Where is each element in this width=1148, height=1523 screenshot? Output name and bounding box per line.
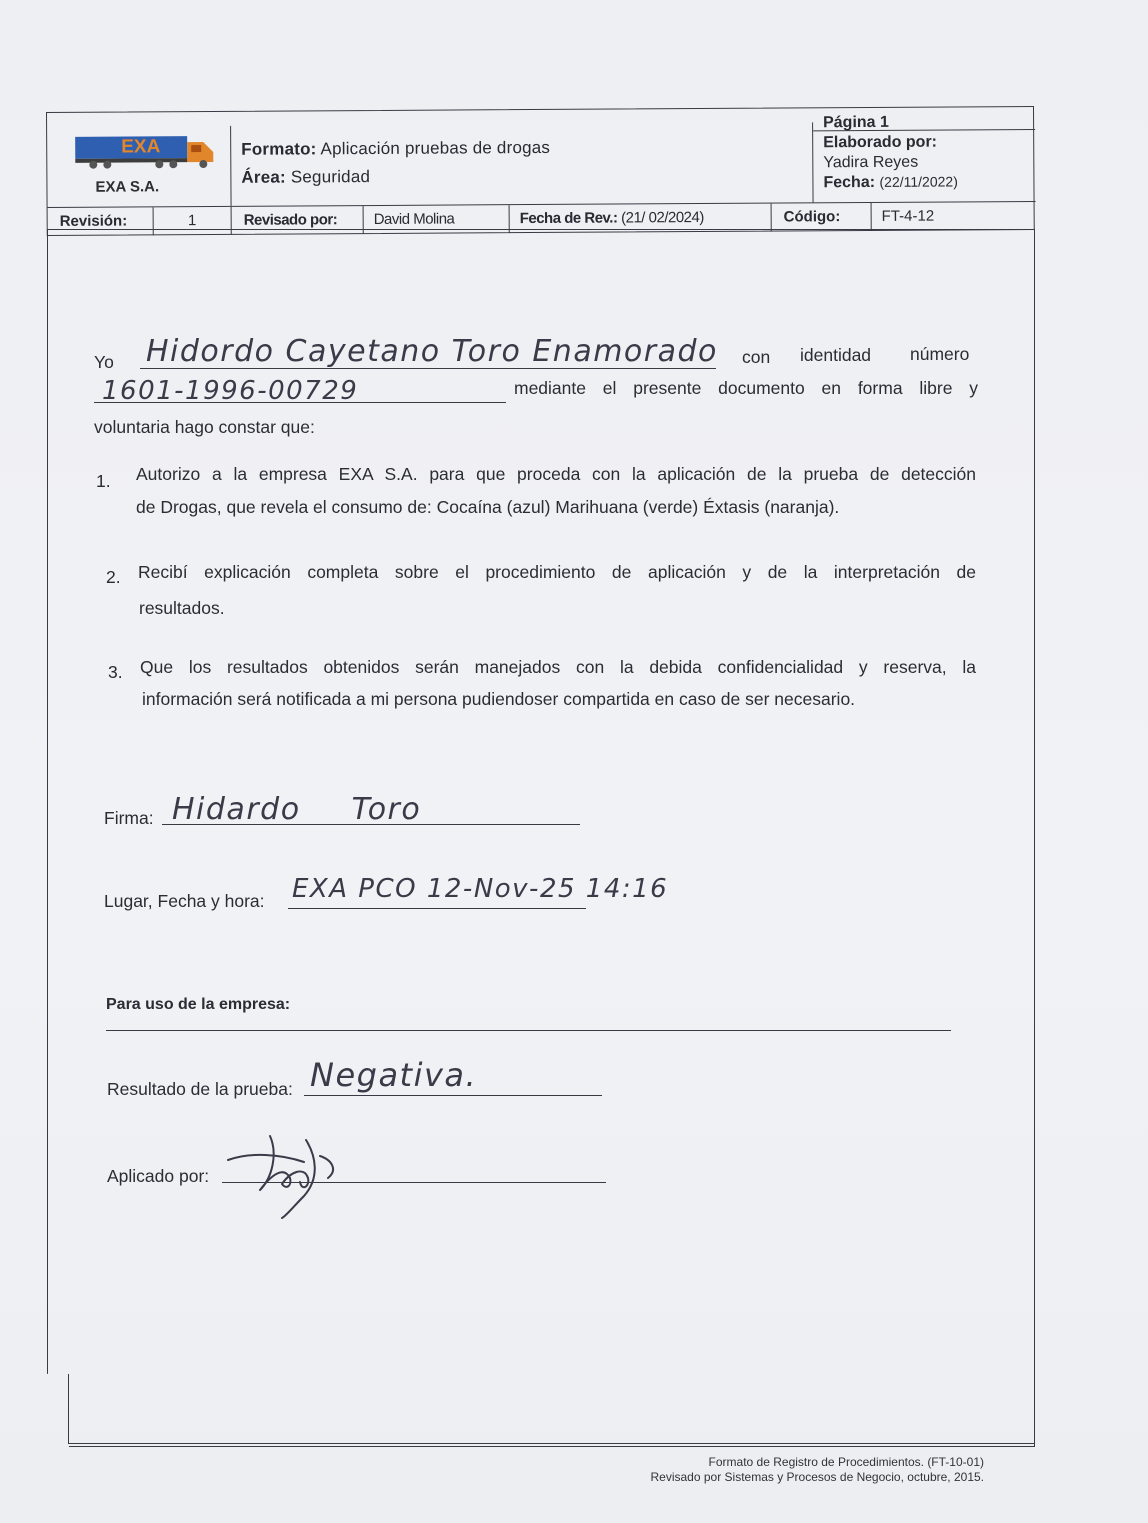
item-1-number: 1. [96,471,111,491]
frame-step [68,1374,69,1444]
item-3-line1: Que los resultados obtenidos serán manejados con la debida confidencialidad y reserva, la [140,657,976,677]
divider [813,129,1035,131]
item-2-number: 2. [106,567,121,587]
resultado-underline [304,1095,602,1096]
yo-label: Yo [94,352,114,372]
area-line [241,167,370,188]
item-2-line2: resultados. [139,598,225,618]
con-word: con [742,347,771,367]
id-handwritten: 1601-1996-00729 [102,376,359,406]
elaborado-label: Elaborado por: [823,133,938,152]
elaborado-value: Yadira Reyes [823,153,919,172]
footer-line1: Formato de Registro de Procedimientos. (FT-10-01) [708,1455,984,1469]
identidad-word: identidad [800,345,872,365]
revisado-label: Revisado por: [232,206,364,235]
codigo-value: FT-4-12 [881,207,935,225]
revision-label: Revisión: [48,207,154,236]
id-underline [94,402,506,403]
item-1-line2: de Drogas, que revela el consumo de: Cocaína (azul) Marihuana (verde) Éxtasis (naranja). [136,497,840,517]
area-value: Seguridad [290,167,371,187]
item-1-line1: Autorizo a la empresa EXA S.A. para que proceda con la aplicación de la prueba de detección [136,464,976,484]
header-table [46,106,1035,236]
company-name: EXA S.A. [95,178,160,196]
formato-label: Formato: [241,139,317,159]
revisado-value: David Molina [364,205,510,234]
fecha-label: Fecha: [823,173,876,192]
firma-handwritten: Hidardo Toro [172,792,422,827]
aplicado-label: Aplicado por: [107,1166,210,1186]
intro-line2: mediante el presente documento en forma libre y [514,378,978,398]
formato-line [241,138,550,160]
area-label: Área: [241,167,286,187]
firma-underline [162,824,580,825]
body-frame [47,229,1035,1447]
fecha-rev-label: Fecha de Rev.: [519,209,618,228]
lugar-label: Lugar, Fecha y hora: [104,891,265,911]
codigo-label: Código: [772,203,872,232]
firma-label: Firma: [104,808,154,828]
formato-value: Aplicación pruebas de drogas [320,137,551,159]
name-handwritten: Hidordo Cayetano Toro Enamorado [146,334,718,369]
item-3-line2: información será notificada a mi persona pudiendoser compartida en caso de ser necesario. [142,689,856,709]
frame-bottom [68,1443,1035,1444]
empresa-label: Para uso de la empresa: [106,996,291,1013]
format-cell [231,122,813,206]
fecha-line [823,173,957,192]
intro-line3: voluntaria hago constar que: [94,417,315,437]
pagina: Página 1 [823,113,889,132]
aplicado-signature [220,1126,350,1222]
item-3-number: 3. [108,662,123,682]
footer-line2: Revisado por Sistemas y Procesos de Negocio, octubre, 2015. [650,1470,984,1484]
item-2-line1: Recibí explicación completa sobre el procedimiento de aplicación y de la interpretación de [138,562,976,582]
lugar-handwritten: EXA PCO 12-Nov-25 14:16 [292,874,669,904]
fecha-rev [510,204,772,234]
numero-word: número [910,344,970,364]
empresa-divider [106,1030,951,1031]
name-underline [140,368,716,369]
fecha-rev-value: (21/ 02/2024) [621,208,704,227]
fecha-value: (22/11/2022) [879,173,958,190]
resultado-label: Resultado de la prueba: [107,1079,293,1099]
lugar-underline [288,908,586,909]
logo-cell [47,126,231,207]
logo-text: EXA [121,136,161,158]
resultado-handwritten: Negativa. [310,1056,478,1094]
revision-value: 1 [154,207,232,235]
page-info-cell [813,107,1036,202]
